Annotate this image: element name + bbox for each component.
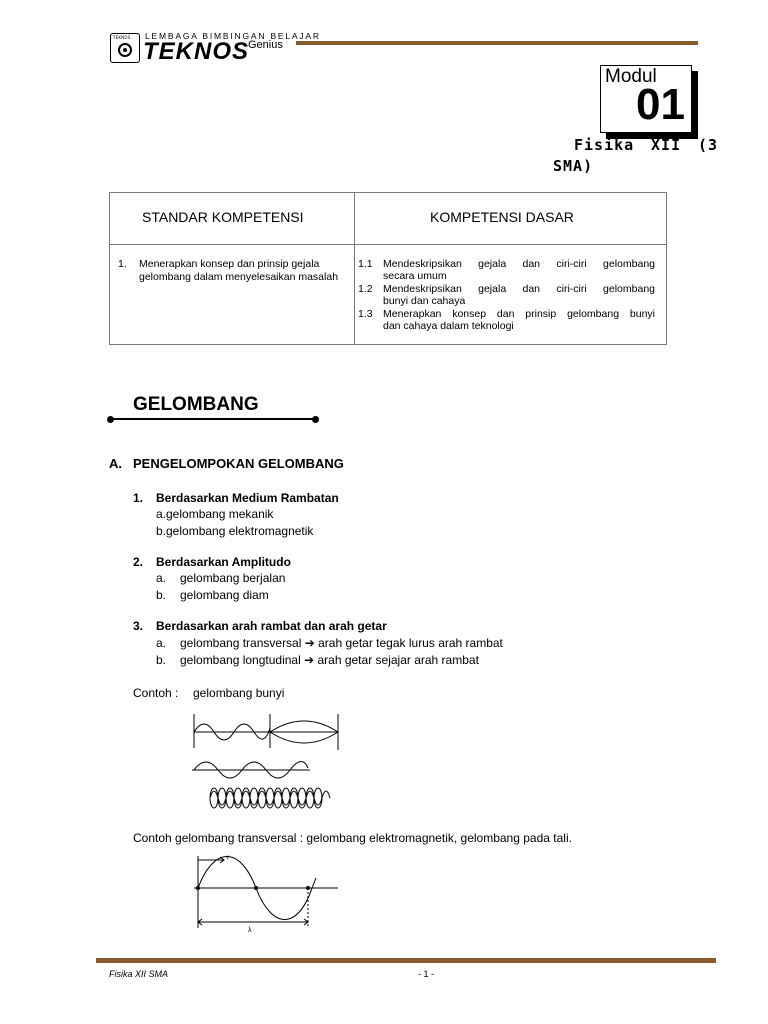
header-standar-kompetensi: STANDAR KOMPETENSI [142, 209, 304, 225]
table-header-divider [110, 244, 666, 245]
list-item: a.gelombang mekanik [156, 507, 274, 521]
gear-icon [118, 43, 132, 57]
subject-word-2: XII [651, 136, 682, 154]
section-a-letter: A. [109, 456, 122, 471]
table-column-divider [354, 193, 355, 344]
modul-label: Modul [605, 66, 657, 87]
subject-word-3: (3 [697, 136, 718, 154]
group-3-number: 3. [133, 619, 144, 633]
page-number: - 1 - [418, 969, 435, 979]
title-underline [110, 418, 316, 420]
group-1-number: 1. [133, 491, 144, 505]
contoh-transversal-text: Contoh gelombang transversal : gelombang elektromagnetik, gelombang pada tali. [133, 831, 572, 845]
sk-number: 1. [118, 258, 127, 270]
subject-line-2: SMA) [553, 157, 594, 175]
diagram-label-v: v [226, 855, 229, 861]
list-item-label: b. [156, 588, 167, 602]
kd-text-line: dan cahaya dalam teknologi [383, 320, 514, 332]
transverse-wave-diagram [190, 852, 342, 934]
kd-number: 1.2 [358, 283, 373, 295]
subject-word-1: Fisika [574, 136, 635, 154]
sk-text: Menerapkan konsep dan prinsip gejala gelombang dalam menyelesaikan masalah [139, 258, 339, 283]
group-2-number: 2. [133, 555, 144, 569]
lembaga-text: LEMBAGA BIMBINGAN BELAJAR [145, 31, 321, 41]
kd-text-line: bunyi dan cahaya [383, 295, 466, 307]
brand-genius: Genius [248, 39, 283, 51]
footer-title: Fisika XII SMA [109, 969, 169, 979]
header-divider [296, 41, 698, 45]
teknos-logo-icon [110, 33, 140, 63]
list-item: b.gelombang elektromagnetik [156, 524, 314, 538]
diagram-label-lambda: λ [248, 927, 252, 934]
kd-text-line: Mendeskripsikan gejala dan ciri-ciri gelombang [383, 283, 655, 295]
list-item-label: b. [156, 653, 167, 667]
contoh-label: Contoh : [133, 686, 179, 700]
footer-divider [96, 958, 716, 963]
list-item-label: a. [156, 571, 167, 585]
logo-badge-text: TEKNOS [113, 35, 131, 40]
list-item: gelombang berjalan [180, 571, 286, 585]
list-item: gelombang longtudinal ➔ arah getar sejajar arah rambat [180, 653, 479, 667]
page-title: GELOMBANG [133, 394, 259, 415]
underline-dot-left [107, 416, 114, 423]
list-item-label: a. [156, 636, 167, 650]
kompetensi-table [109, 192, 667, 345]
subject-line-1 [574, 136, 718, 154]
kd-text-line: secara umum [383, 270, 447, 282]
group-3-title: Berdasarkan arah rambat dan arah getar [156, 619, 387, 633]
sound-wave-illustration [188, 712, 348, 822]
underline-dot-right [312, 416, 319, 423]
group-1-title: Berdasarkan Medium Rambatan [156, 491, 339, 505]
list-item: gelombang diam [180, 588, 269, 602]
kd-text-line: Mendeskripsikan gejala dan ciri-ciri gelombang [383, 258, 655, 270]
modul-number: 01 [636, 80, 685, 129]
list-item: gelombang transversal ➔ arah getar tegak lurus arah rambat [180, 636, 503, 650]
section-a-title: PENGELOMPOKAN GELOMBANG [133, 456, 344, 471]
brand-name: TEKNOS [143, 38, 250, 65]
header-kompetensi-dasar: KOMPETENSI DASAR [430, 209, 574, 225]
contoh-value: gelombang bunyi [193, 686, 285, 700]
kd-number: 1.1 [358, 258, 373, 270]
kd-text-line: Menerapkan konsep dan prinsip gelombang bunyi [383, 308, 655, 320]
group-2-title: Berdasarkan Amplitudo [156, 555, 291, 569]
kd-number: 1.3 [358, 308, 373, 320]
